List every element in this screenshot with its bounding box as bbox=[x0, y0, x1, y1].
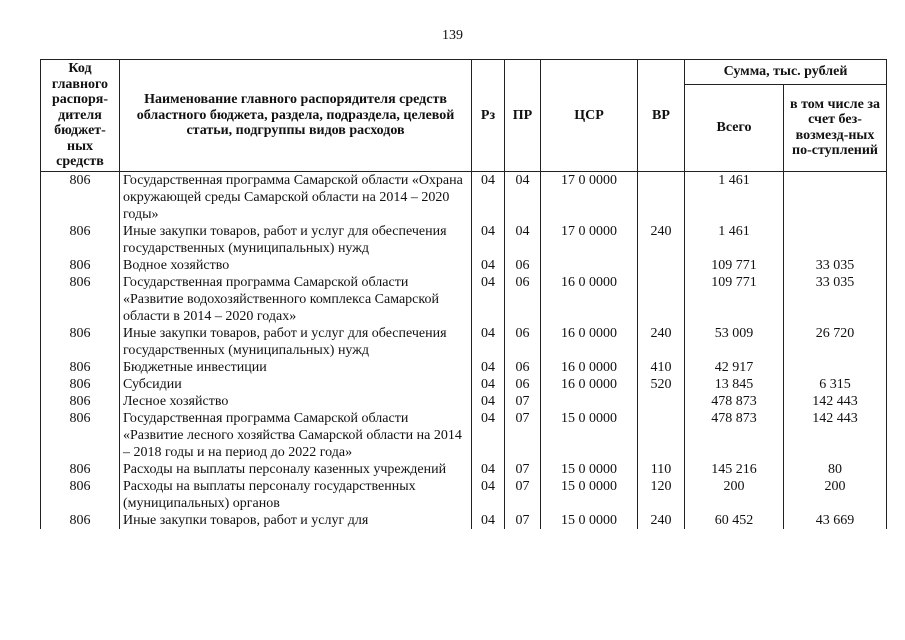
cell-vr: 520 bbox=[638, 376, 685, 393]
cell-name: Государственная программа Самарской области «Развитие лесного хозяйства Самарской области на 2014 – 2018 годы и на период до 2022 года» bbox=[120, 410, 472, 461]
header-sum-group: Сумма, тыс. рублей bbox=[685, 60, 887, 85]
header-grants: в том числе за счет без-возмезд-ных по-ступлений bbox=[784, 84, 887, 171]
cell-vr: 240 bbox=[638, 325, 685, 359]
cell-vr bbox=[638, 257, 685, 274]
table-row bbox=[41, 512, 887, 529]
cell-name: Бюджетные инвестиции bbox=[120, 359, 472, 376]
cell-code: 806 bbox=[41, 393, 120, 410]
header-csr: ЦСР bbox=[541, 60, 638, 172]
cell-code: 806 bbox=[41, 257, 120, 274]
cell-total: 13 845 bbox=[685, 376, 784, 393]
cell-name: Иные закупки товаров, работ и услуг для обеспечения государственных (муниципальных) нужд bbox=[120, 223, 472, 257]
cell-grants: 142 443 bbox=[784, 393, 887, 410]
cell-rz: 04 bbox=[472, 274, 505, 325]
cell-pr: 06 bbox=[505, 359, 541, 376]
cell-code: 806 bbox=[41, 359, 120, 376]
cell-total: 200 bbox=[685, 478, 784, 512]
cell-pr: 06 bbox=[505, 325, 541, 359]
cell-name: Лесное хозяйство bbox=[120, 393, 472, 410]
cell-rz: 04 bbox=[472, 478, 505, 512]
table-row bbox=[41, 359, 887, 376]
table-row bbox=[41, 461, 887, 478]
cell-csr: 16 0 0000 bbox=[541, 376, 638, 393]
cell-total: 145 216 bbox=[685, 461, 784, 478]
cell-code: 806 bbox=[41, 461, 120, 478]
cell-pr: 06 bbox=[505, 274, 541, 325]
cell-vr: 410 bbox=[638, 359, 685, 376]
cell-code: 806 bbox=[41, 223, 120, 257]
table-row bbox=[41, 274, 887, 325]
cell-name: Водное хозяйство bbox=[120, 257, 472, 274]
cell-pr: 06 bbox=[505, 257, 541, 274]
cell-grants: 43 669 bbox=[784, 512, 887, 529]
cell-csr: 16 0 0000 bbox=[541, 274, 638, 325]
cell-csr bbox=[541, 393, 638, 410]
cell-pr: 07 bbox=[505, 478, 541, 512]
cell-csr: 16 0 0000 bbox=[541, 359, 638, 376]
cell-name: Государственная программа Самарской области «Развитие водохозяйственного комплекса Самарской области в 2014 – 2020 годах» bbox=[120, 274, 472, 325]
table-row bbox=[41, 393, 887, 410]
cell-rz: 04 bbox=[472, 461, 505, 478]
cell-vr: 110 bbox=[638, 461, 685, 478]
cell-vr bbox=[638, 393, 685, 410]
cell-vr: 120 bbox=[638, 478, 685, 512]
header-pr: ПР bbox=[505, 60, 541, 172]
cell-rz: 04 bbox=[472, 257, 505, 274]
cell-vr bbox=[638, 274, 685, 325]
cell-csr: 15 0 0000 bbox=[541, 461, 638, 478]
cell-vr bbox=[638, 410, 685, 461]
table-row bbox=[41, 223, 887, 257]
cell-rz: 04 bbox=[472, 325, 505, 359]
cell-code: 806 bbox=[41, 325, 120, 359]
cell-total: 60 452 bbox=[685, 512, 784, 529]
cell-grants: 142 443 bbox=[784, 410, 887, 461]
cell-rz: 04 bbox=[472, 393, 505, 410]
cell-grants: 33 035 bbox=[784, 274, 887, 325]
cell-code: 806 bbox=[41, 376, 120, 393]
header-code: Код главного распоря-дителя бюджет-ных средств bbox=[41, 60, 120, 172]
header-rz: Рз bbox=[472, 60, 505, 172]
cell-csr: 15 0 0000 bbox=[541, 410, 638, 461]
cell-total: 42 917 bbox=[685, 359, 784, 376]
cell-name: Расходы на выплаты персоналу казенных учреждений bbox=[120, 461, 472, 478]
header-name: Наименование главного распорядителя средств областного бюджета, раздела, подраздела, целевой статьи, подгруппы видов расходов bbox=[120, 60, 472, 172]
cell-pr: 07 bbox=[505, 393, 541, 410]
cell-rz: 04 bbox=[472, 223, 505, 257]
table-row bbox=[41, 410, 887, 461]
table-row bbox=[41, 325, 887, 359]
table-body bbox=[41, 171, 887, 529]
cell-pr: 07 bbox=[505, 461, 541, 478]
cell-total: 53 009 bbox=[685, 325, 784, 359]
cell-csr bbox=[541, 257, 638, 274]
header-total: Всего bbox=[685, 84, 784, 171]
table-row bbox=[41, 376, 887, 393]
cell-vr bbox=[638, 171, 685, 223]
budget-table bbox=[40, 59, 887, 529]
cell-grants: 26 720 bbox=[784, 325, 887, 359]
cell-name: Субсидии bbox=[120, 376, 472, 393]
cell-pr: 07 bbox=[505, 512, 541, 529]
page-number: 139 bbox=[442, 28, 463, 43]
cell-name: Расходы на выплаты персоналу государственных (муниципальных) органов bbox=[120, 478, 472, 512]
table-row bbox=[41, 171, 887, 223]
cell-grants: 6 315 bbox=[784, 376, 887, 393]
cell-pr: 04 bbox=[505, 171, 541, 223]
cell-pr: 04 bbox=[505, 223, 541, 257]
cell-code: 806 bbox=[41, 171, 120, 223]
cell-total: 1 461 bbox=[685, 171, 784, 223]
cell-rz: 04 bbox=[472, 171, 505, 223]
cell-csr: 17 0 0000 bbox=[541, 171, 638, 223]
cell-total: 478 873 bbox=[685, 410, 784, 461]
cell-code: 806 bbox=[41, 274, 120, 325]
cell-name: Иные закупки товаров, работ и услуг для bbox=[120, 512, 472, 529]
table-header bbox=[41, 60, 887, 172]
cell-vr: 240 bbox=[638, 512, 685, 529]
cell-grants bbox=[784, 223, 887, 257]
cell-code: 806 bbox=[41, 478, 120, 512]
cell-rz: 04 bbox=[472, 512, 505, 529]
cell-total: 478 873 bbox=[685, 393, 784, 410]
cell-grants: 33 035 bbox=[784, 257, 887, 274]
table-row bbox=[41, 478, 887, 512]
cell-pr: 07 bbox=[505, 410, 541, 461]
cell-csr: 16 0 0000 bbox=[541, 325, 638, 359]
cell-code: 806 bbox=[41, 512, 120, 529]
cell-csr: 15 0 0000 bbox=[541, 512, 638, 529]
cell-code: 806 bbox=[41, 410, 120, 461]
cell-csr: 17 0 0000 bbox=[541, 223, 638, 257]
cell-rz: 04 bbox=[472, 359, 505, 376]
cell-grants: 80 bbox=[784, 461, 887, 478]
cell-rz: 04 bbox=[472, 410, 505, 461]
cell-total: 109 771 bbox=[685, 257, 784, 274]
cell-total: 109 771 bbox=[685, 274, 784, 325]
cell-rz: 04 bbox=[472, 376, 505, 393]
cell-name: Иные закупки товаров, работ и услуг для обеспечения государственных (муниципальных) нужд bbox=[120, 325, 472, 359]
cell-grants bbox=[784, 359, 887, 376]
cell-pr: 06 bbox=[505, 376, 541, 393]
header-vr: ВР bbox=[638, 60, 685, 172]
cell-grants bbox=[784, 171, 887, 223]
cell-total: 1 461 bbox=[685, 223, 784, 257]
cell-csr: 15 0 0000 bbox=[541, 478, 638, 512]
table-row bbox=[41, 257, 887, 274]
cell-vr: 240 bbox=[638, 223, 685, 257]
cell-name: Государственная программа Самарской области «Охрана окружающей среды Самарской области на 2014 – 2020 годы» bbox=[120, 171, 472, 223]
cell-grants: 200 bbox=[784, 478, 887, 512]
